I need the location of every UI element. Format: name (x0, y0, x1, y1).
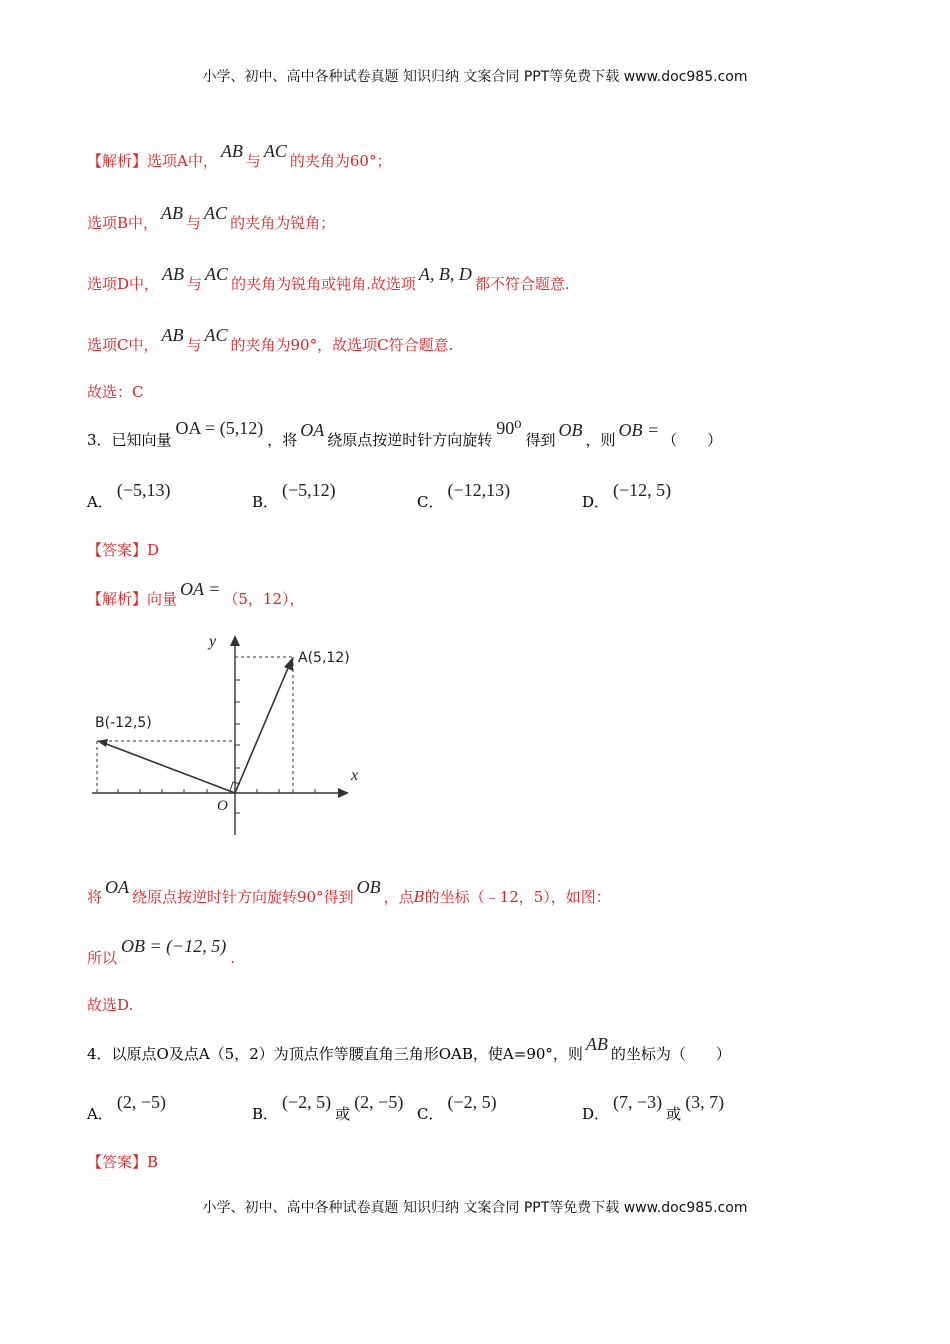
option-value: (−12,13) (447, 480, 511, 500)
analysis-text: 向量 (147, 590, 178, 608)
analysis-line-3 (87, 264, 570, 294)
q4-answer: 【答案】B (87, 1153, 159, 1171)
analysis-text: 所以 (87, 949, 118, 967)
option-label: D． (582, 493, 610, 511)
q3-option-d (582, 480, 675, 512)
option-value: (−2, 5) (282, 1092, 332, 1112)
math-vector: OA = (180, 579, 221, 599)
analysis-line-2 (87, 203, 336, 233)
q3-analysis (87, 579, 305, 609)
analysis-line-1 (87, 141, 392, 171)
analysis-text: 的夹角为90°，故选项C符合题意. (230, 336, 454, 354)
option-or: 或 (335, 1105, 351, 1123)
analysis-text: 的夹角为锐角； (230, 214, 336, 232)
q3-option-c (417, 480, 514, 512)
option-value: (−5,12) (282, 480, 336, 500)
analysis-text: 选项C中， (87, 336, 159, 354)
math-vector: AB (161, 203, 184, 223)
page-footer: 小学、初中、高中各种试卷真题 知识归纳 文案合同 PPT等免费下载 www.doc985.com (202, 1200, 748, 1216)
math-vector: AB (220, 141, 243, 161)
option-value: (2, −5) (354, 1092, 404, 1112)
math-vector: AB (585, 1034, 608, 1054)
question-text: 绕原点按逆时针方向旋转 (327, 431, 493, 449)
analysis-text: . (230, 949, 236, 967)
question-text: ，将 (267, 431, 298, 449)
question-text: 3．已知向量 (87, 431, 172, 449)
math-expression: OB = (−12, 5) (121, 936, 227, 956)
option-value: (3, 7) (685, 1092, 725, 1112)
question-text: 得到 (525, 431, 556, 449)
q3-rotation-text (87, 877, 611, 907)
analysis-tag: 【解析】 (87, 152, 148, 170)
option-value: (−2, 5) (447, 1092, 497, 1112)
x-axis-label: x (351, 767, 359, 784)
math-vector: OB (558, 420, 583, 440)
analysis-line-4 (87, 325, 454, 355)
q3-choose: 故选D. (87, 996, 134, 1014)
math-vector: AC (204, 325, 228, 345)
math-vector: OA (105, 877, 130, 897)
analysis-text: 与 (186, 336, 202, 354)
analysis-text: 都不符合题意. (474, 275, 570, 293)
option-or: 或 (666, 1105, 682, 1123)
math-vector: AB (162, 264, 185, 284)
q3-option-b (252, 480, 340, 512)
vector-ob (101, 742, 235, 793)
question-text: 4．以原点O及点A（5，2）为顶点作等腰直角三角形OAB，使A=90°，则 (87, 1045, 583, 1063)
point-b-label: B(-12,5) (95, 715, 152, 731)
option-label: A． (87, 493, 113, 511)
option-label: B． (252, 1105, 279, 1123)
question-4 (87, 1034, 731, 1064)
math-vector: OB = (618, 420, 660, 440)
figure-svg (87, 630, 367, 840)
q4-option-a (87, 1092, 170, 1124)
math-vector: AB (161, 325, 184, 345)
analysis-text: （5，12）， (223, 590, 305, 608)
q4-option-c (417, 1092, 501, 1124)
question-text: 的坐标为（ ） (610, 1045, 731, 1063)
analysis-text: 的夹角为60°； (289, 152, 392, 170)
math-points: A, B, D (418, 264, 472, 284)
q4-option-b (252, 1092, 407, 1124)
math-vector: AC (204, 203, 228, 223)
option-label: A． (87, 1105, 113, 1123)
y-axis-label: y (209, 633, 217, 650)
q3-option-a (87, 480, 174, 512)
math-vector: AC (205, 264, 229, 284)
vector-oa (235, 661, 291, 793)
analysis-choice: 故选：C (87, 383, 144, 401)
analysis-tag: 【解析】 (87, 590, 148, 608)
analysis-text: 的夹角为锐角或钝角.故选项 (231, 275, 416, 293)
option-label: C． (417, 493, 444, 511)
option-value: (7, −3) (613, 1092, 663, 1112)
option-label: B． (252, 493, 279, 511)
y-axis-arrow (230, 635, 240, 646)
option-value: (−5,13) (116, 480, 171, 500)
question-text: （ ） (662, 431, 723, 449)
analysis-text: 选项B中， (87, 214, 159, 232)
analysis-text: 与 (186, 214, 202, 232)
question-3 (87, 418, 723, 450)
point-a-label: A(5,12) (298, 650, 350, 666)
math-vector: AC (263, 141, 287, 161)
point-b-italic: B (413, 888, 425, 906)
option-label: D． (582, 1105, 610, 1123)
analysis-text: 将 (87, 888, 103, 906)
q3-conclusion (87, 936, 236, 968)
analysis-text: 与 (245, 152, 261, 170)
x-axis-arrow (338, 788, 349, 798)
analysis-text: 与 (187, 275, 203, 293)
question-text: ，则 (585, 431, 616, 449)
analysis-text: 绕原点按逆时针方向旋转90°得到 (132, 888, 354, 906)
analysis-text: 选项D中， (87, 275, 160, 293)
analysis-text: 的坐标（﹣12，5），如图： (424, 888, 611, 906)
vector-ob-arrowhead (97, 739, 108, 747)
math-expression: OA = (5,12) (175, 418, 264, 438)
option-value: (−12, 5) (613, 480, 672, 500)
option-label: C． (417, 1105, 444, 1123)
analysis-text: ，点 (383, 888, 414, 906)
q4-option-d (582, 1092, 728, 1124)
analysis-text: 选项A中， (147, 152, 218, 170)
math-vector: OA (300, 420, 325, 440)
option-value: (2, −5) (116, 1092, 166, 1112)
q3-answer: 【答案】D (87, 541, 160, 559)
page-header: 小学、初中、高中各种试卷真题 知识归纳 文案合同 PPT等免费下载 www.doc985.com (202, 69, 748, 85)
origin-label: O (217, 798, 228, 814)
vector-oa-arrowhead (284, 657, 293, 671)
math-angle: 90⁰ (496, 418, 522, 438)
vector-rotation-figure (87, 630, 367, 844)
math-vector: OB (356, 877, 381, 897)
